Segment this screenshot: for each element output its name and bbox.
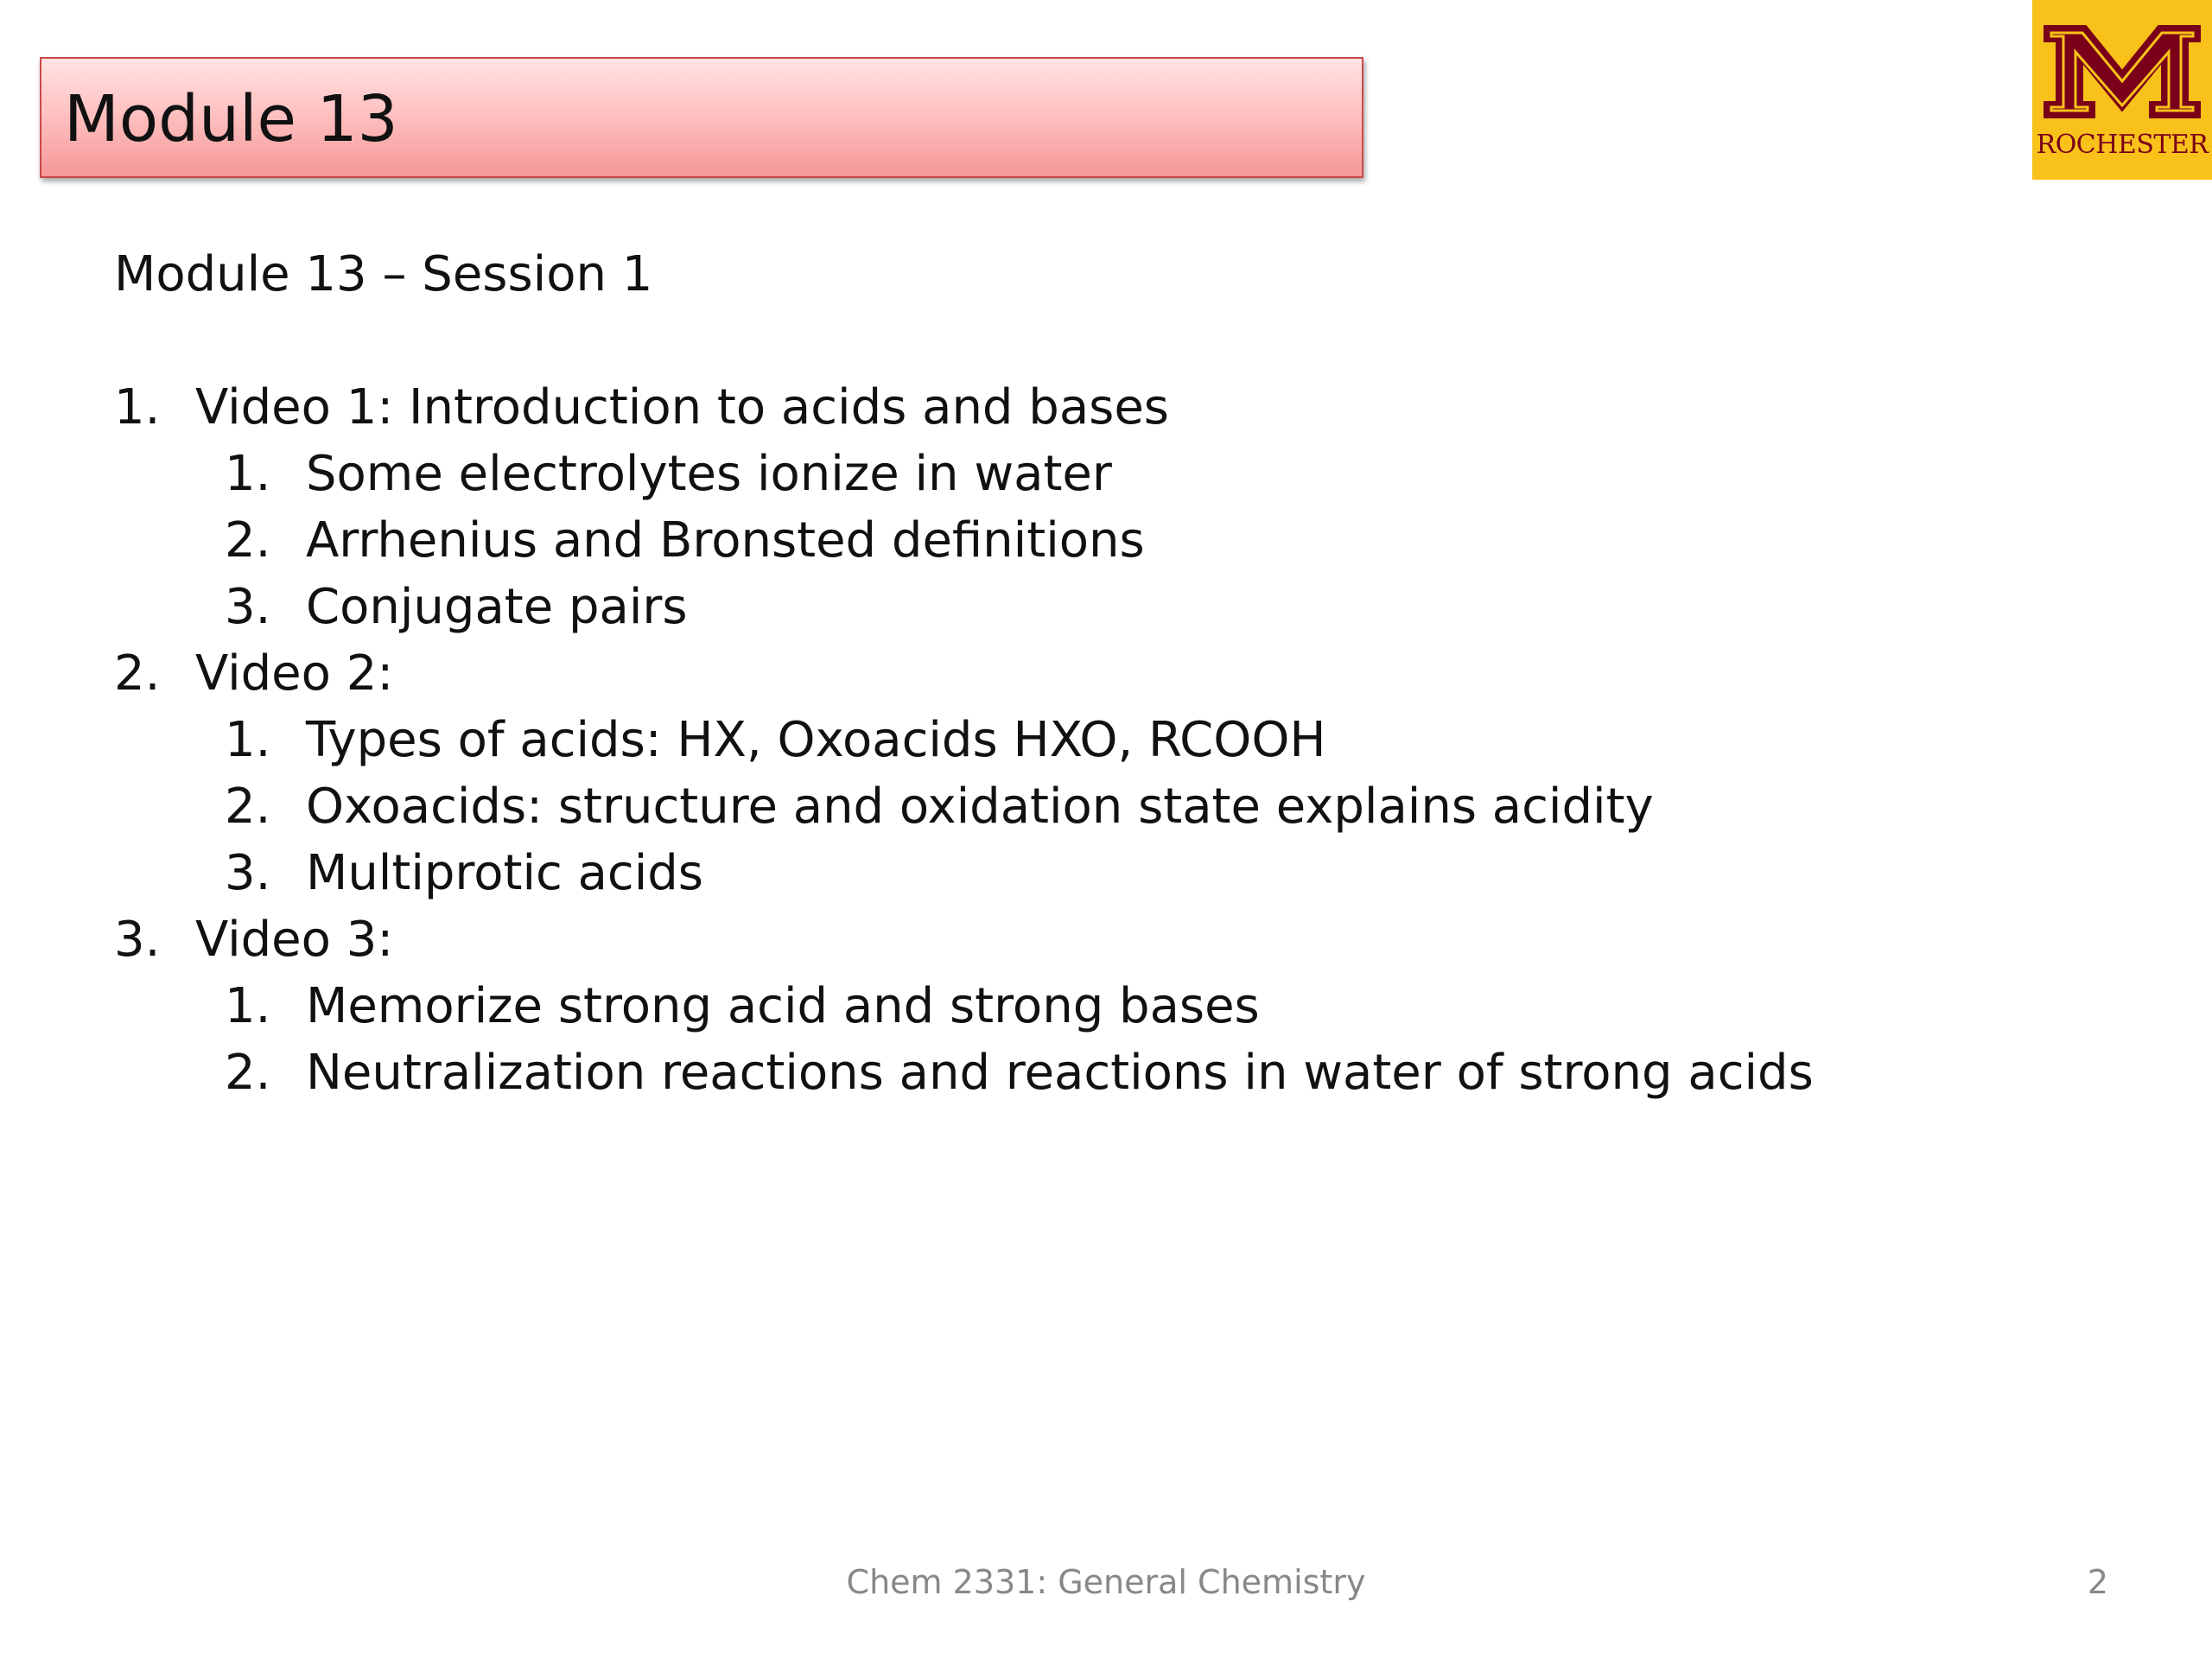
list-label: Video 1: Introduction to acids and bases: [195, 379, 1169, 435]
list-subitem: [225, 973, 2015, 1039]
page-number: 2: [2087, 1563, 2108, 1601]
list-label: Arrhenius and Bronsted definitions: [306, 512, 1145, 569]
list-label: Video 3:: [195, 912, 394, 968]
list-number: 3.: [225, 845, 271, 901]
list-subitem: [225, 507, 2015, 574]
list-label: Oxoacids: structure and oxidation state explains acidity: [306, 779, 1654, 835]
list-subitem: [225, 840, 2015, 906]
list-number: 2.: [114, 645, 161, 702]
list-label: Multiprotic acids: [306, 845, 703, 901]
list-number: 2.: [225, 779, 271, 835]
list-subitem: [225, 773, 2015, 840]
list-number: 1.: [225, 712, 271, 768]
slide-footer: Chem 2331: General Chemistry: [846, 1563, 1366, 1601]
university-m-logo-icon: [2032, 0, 2212, 130]
list-label: Some electrolytes ionize in water: [306, 446, 1112, 502]
list-label: Neutralization reactions and reactions in water of strong acids: [306, 1045, 1814, 1101]
list-item-video-3: [114, 906, 2015, 973]
list-subitem: [225, 441, 2015, 507]
list-number: 3.: [114, 912, 161, 968]
slide-content: [114, 242, 2015, 1106]
list-number: 2.: [225, 1045, 271, 1101]
list-label: Video 2:: [195, 645, 394, 702]
list-number: 2.: [225, 512, 271, 569]
title-bar: [40, 57, 1363, 178]
list-subitem: [225, 707, 2015, 773]
list-label: Conjugate pairs: [306, 579, 688, 635]
list-label: Memorize strong acid and strong bases: [306, 978, 1260, 1034]
list-subitem: [225, 574, 2015, 640]
spacer: [114, 308, 2015, 374]
list-label: Types of acids: HX, Oxoacids HXO, RCOOH: [306, 712, 1326, 768]
list-number: 1.: [225, 978, 271, 1034]
list-item-video-1: [114, 374, 2015, 441]
slide-title: Module 13: [64, 82, 398, 156]
list-item-video-2: [114, 640, 2015, 707]
list-number: 1.: [225, 446, 271, 502]
logo-text: ROCHESTER: [2036, 130, 2209, 160]
university-logo: [2032, 0, 2212, 180]
list-number: 3.: [225, 579, 271, 635]
session-subtitle: Module 13 – Session 1: [114, 246, 653, 302]
list-number: 1.: [114, 379, 161, 435]
list-subitem: [225, 1039, 2015, 1106]
